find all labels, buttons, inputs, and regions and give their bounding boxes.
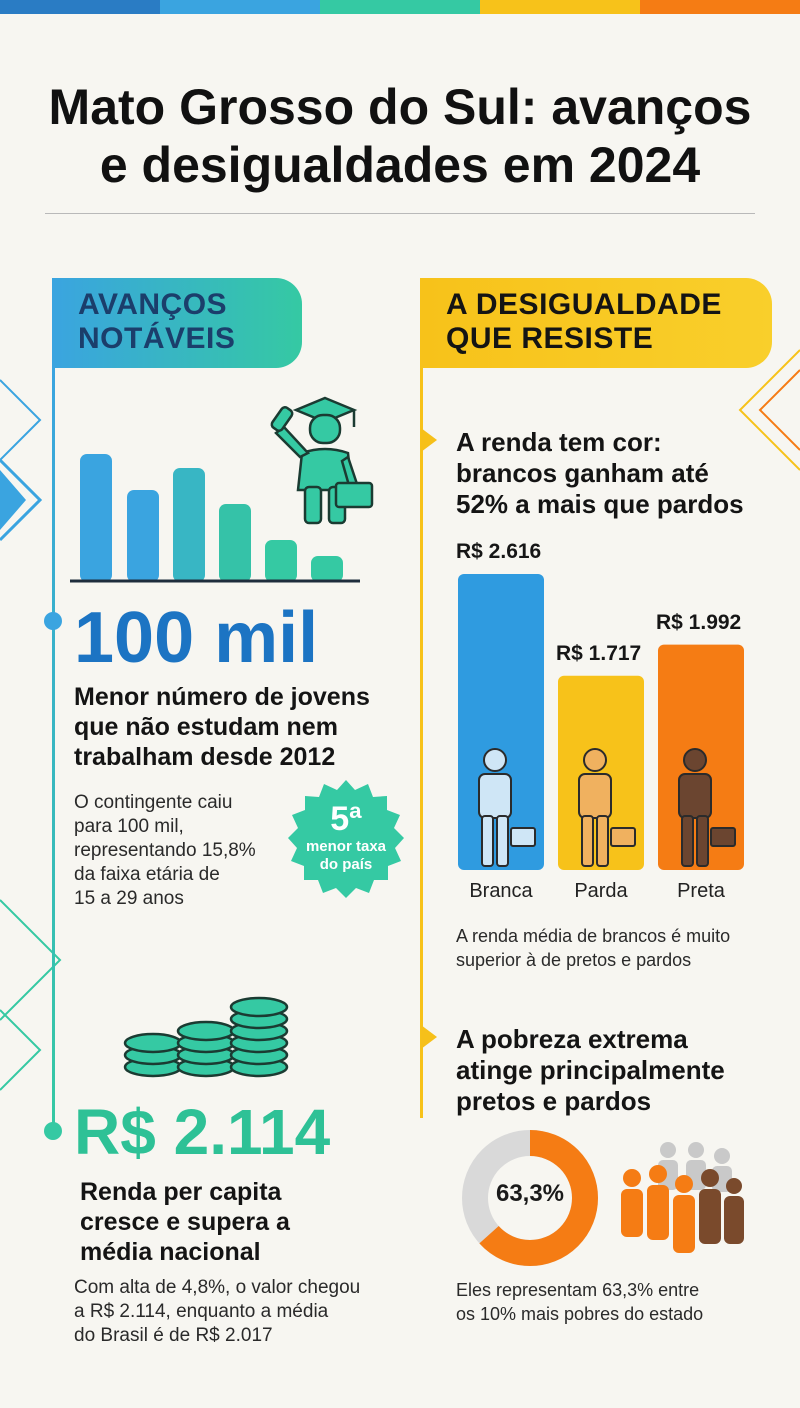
desigualdade-badge xyxy=(420,278,772,368)
stat1-body-line: representando 15,8% xyxy=(74,840,256,861)
category-label: Branca xyxy=(469,880,533,902)
bar-value-label: R$ 1.992 xyxy=(656,610,742,634)
section2-heading-line: atinge principalmente xyxy=(456,1055,725,1085)
stat1-heading-line: trabalham desde 2012 xyxy=(74,743,336,771)
stat1-heading xyxy=(74,682,370,772)
coin-stacks-icon xyxy=(120,995,290,1085)
section2-body-line: os 10% mais pobres do estado xyxy=(456,1304,704,1324)
stat-100-mil: 100 mil xyxy=(74,598,319,678)
seal-line-2: do país xyxy=(319,856,373,873)
renda-cor-heading xyxy=(456,427,744,520)
rank-seal-text xyxy=(282,800,410,874)
section1-body-line: A renda média de brancos é muito xyxy=(456,926,731,946)
category-label: Preta xyxy=(677,880,725,902)
section-marker-2 xyxy=(421,1025,437,1049)
title-line-1: Mato Grosso do Sul: avanços xyxy=(48,79,752,135)
section-marker-1 xyxy=(421,428,437,452)
desigualdade-badge-line-1: A DESIGUALDADE xyxy=(446,288,722,321)
pobreza-heading xyxy=(456,1024,725,1117)
income-bar-chart xyxy=(440,530,760,910)
category-label: Parda xyxy=(574,880,628,902)
people-group-icon xyxy=(618,1140,748,1260)
stat2-heading xyxy=(80,1177,290,1267)
stat2-heading-line: média nacional xyxy=(80,1238,261,1266)
avancos-badge-line-1: AVANÇOS xyxy=(78,288,228,321)
stat1-body-line: O contingente caiu xyxy=(74,792,233,813)
seal-rank: 5ª xyxy=(330,800,362,838)
section2-heading-line: A pobreza extrema xyxy=(456,1024,688,1054)
stat1-heading-line: que não estudam nem xyxy=(74,713,338,741)
stat2-body-line: do Brasil é de R$ 2.017 xyxy=(74,1325,273,1346)
section2-body-line: Eles representam 63,3% entre xyxy=(456,1280,700,1300)
stat-renda-per-capita: R$ 2.114 xyxy=(74,1096,331,1168)
bar-value-label: R$ 2.616 xyxy=(456,540,542,563)
section2-description xyxy=(456,1278,703,1326)
section1-heading-line: brancos ganham até xyxy=(456,458,709,488)
desigualdade-badge-line-2: QUE RESISTE xyxy=(446,322,654,355)
bar-value-label: R$ 1.717 xyxy=(556,641,642,665)
section1-description xyxy=(456,924,730,972)
stat1-body-line: da faixa etária de xyxy=(74,864,220,885)
timeline-dot-1 xyxy=(44,612,62,630)
stat2-heading-line: Renda per capita xyxy=(80,1178,282,1206)
graduate-icon xyxy=(270,395,380,530)
stat1-heading-line: Menor número de jovens xyxy=(74,683,370,711)
left-timeline xyxy=(52,368,55,1128)
stat1-description xyxy=(74,791,256,911)
section1-heading-line: A renda tem cor: xyxy=(456,427,662,457)
section1-body-line: superior à de pretos e pardos xyxy=(456,950,692,970)
section1-heading-line: 52% a mais que pardos xyxy=(456,489,744,519)
stat1-body-line: para 100 mil, xyxy=(74,816,184,837)
avancos-badge-line-2: NOTÁVEIS xyxy=(78,322,236,355)
section2-heading-line: pretos e pardos xyxy=(456,1086,652,1116)
title-line-2: e desigualdades em 2024 xyxy=(99,137,701,193)
donut-percentage: 63,3% xyxy=(495,1180,565,1207)
stat2-heading-line: cresce e supera a xyxy=(80,1208,290,1236)
stat1-body-line: 15 a 29 anos xyxy=(74,888,184,909)
seal-line-1: menor taxa xyxy=(305,838,387,855)
right-timeline xyxy=(420,368,423,1118)
timeline-dot-2 xyxy=(44,1122,62,1140)
stat2-body-line: a R$ 2.114, enquanto a média xyxy=(74,1301,329,1322)
stat2-body-line: Com alta de 4,8%, o valor chegou xyxy=(74,1277,361,1298)
stat2-description xyxy=(74,1276,360,1348)
avancos-badge xyxy=(52,278,302,368)
